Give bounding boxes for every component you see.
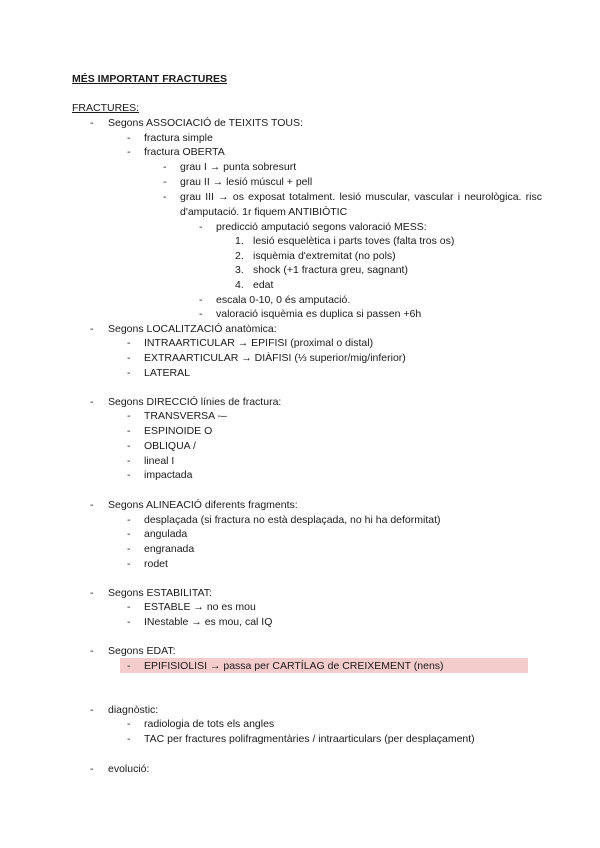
direccio-heading: Segons DIRECCIÓ línies de fractura: bbox=[108, 396, 282, 408]
bullet-dash: - bbox=[90, 587, 94, 599]
list-item: grau I → punta sobresurt bbox=[180, 161, 297, 173]
teixits-heading: Segons ASSOCIACIÓ de TEIXITS TOUS: bbox=[108, 117, 303, 129]
list-item: fractura OBERTA bbox=[144, 146, 225, 158]
bullet-dash: - bbox=[163, 161, 167, 173]
diagnostic-heading: diagnòstic: bbox=[108, 704, 159, 716]
list-item: LATERAL bbox=[144, 367, 190, 379]
estabilitat-heading: Segons ESTABILITAT: bbox=[108, 587, 212, 599]
bullet-dash: - bbox=[90, 499, 94, 511]
page-title: MÉS IMPORTANT FRACTURES bbox=[72, 73, 227, 85]
bullet-dash: - bbox=[127, 337, 131, 349]
list-item: radiologia de tots els angles bbox=[144, 718, 275, 730]
list-item: lineal I bbox=[144, 455, 175, 467]
section-heading: FRACTURES: bbox=[72, 102, 140, 114]
list-item: edat bbox=[253, 279, 274, 291]
bullet-dash: - bbox=[127, 558, 131, 570]
bullet-dash: - bbox=[90, 117, 94, 129]
bullet-dash: - bbox=[127, 718, 131, 730]
list-number: 3. bbox=[235, 264, 244, 276]
list-item: valoració isquèmia es duplica si passen +6h bbox=[216, 308, 422, 320]
bullet-dash: - bbox=[127, 469, 131, 481]
bullet-dash: - bbox=[90, 323, 94, 335]
list-item: desplaçada (si fractura no està desplaçada, no hi ha deformitat) bbox=[144, 514, 441, 526]
list-item: EXTRAARTICULAR → DIÀFISI (⅓ superior/mig/inferior) bbox=[144, 352, 406, 364]
list-number: 1. bbox=[235, 235, 244, 247]
list-item: grau III → os exposat totalment. lesió muscular, vascular i neurològica. risc d'amputació. 1r fiquem ANTIBIÒTIC bbox=[180, 191, 542, 218]
list-item: TRANSVERSA -– bbox=[144, 410, 227, 422]
list-item: engranada bbox=[144, 543, 195, 555]
bullet-dash: - bbox=[127, 440, 131, 452]
bullet-dash: - bbox=[127, 367, 131, 379]
list-item: OBLIQUA / bbox=[144, 440, 196, 452]
bullet-dash: - bbox=[127, 132, 131, 144]
list-number: 4. bbox=[235, 279, 244, 291]
list-item: impactada bbox=[144, 469, 193, 481]
list-item: INestable → es mou, cal IQ bbox=[144, 616, 273, 628]
bullet-dash: - bbox=[127, 733, 131, 745]
bullet-dash: - bbox=[199, 308, 203, 320]
bullet-dash: - bbox=[127, 514, 131, 526]
list-item: ESTABLE → no es mou bbox=[144, 601, 256, 613]
localitzacio-heading: Segons LOCALITZACIÓ anatòmica: bbox=[108, 323, 277, 335]
bullet-dash: - bbox=[90, 645, 94, 657]
list-item: escala 0-10, 0 és amputació. bbox=[216, 294, 351, 306]
list-item: predicció amputació segons valoració MESS: bbox=[216, 221, 427, 233]
list-item: shock (+1 fractura greu, sagnant) bbox=[253, 264, 408, 276]
bullet-dash: - bbox=[127, 425, 131, 437]
list-item: rodet bbox=[144, 558, 168, 570]
bullet-dash: - bbox=[127, 601, 131, 613]
bullet-dash: - bbox=[127, 528, 131, 540]
bullet-dash: - bbox=[90, 763, 94, 775]
list-item: angulada bbox=[144, 528, 188, 540]
bullet-dash: - bbox=[127, 410, 131, 422]
list-item: lesió esquelètica i parts toves (falta tros os) bbox=[253, 235, 455, 247]
edat-heading: Segons EDAT: bbox=[108, 645, 176, 657]
bullet-dash: - bbox=[199, 294, 203, 306]
list-item: INTRAARTICULAR → EPIFISI (proximal o distal) bbox=[144, 337, 374, 349]
list-item: fractura simple bbox=[144, 132, 213, 144]
list-item: grau II → lesió múscul + pell bbox=[180, 176, 313, 188]
bullet-dash: - bbox=[127, 660, 131, 672]
bullet-dash: - bbox=[163, 176, 167, 188]
list-number: 2. bbox=[235, 250, 244, 262]
bullet-dash: - bbox=[127, 352, 131, 364]
list-item: EPIFISIOLISI → passa per CARTÍLAG de CREIXEMENT (nens) bbox=[144, 660, 444, 672]
bullet-dash: - bbox=[127, 616, 131, 628]
evolucio-heading: evolució: bbox=[108, 763, 150, 775]
list-item: TAC per fractures polifragmentàries / intraarticulars (per desplaçament) bbox=[144, 733, 475, 745]
alineacio-heading: Segons ALINEACIÓ diferents fragments: bbox=[108, 499, 298, 511]
bullet-dash: - bbox=[127, 543, 131, 555]
bullet-dash: - bbox=[90, 396, 94, 408]
bullet-dash: - bbox=[199, 221, 203, 233]
bullet-dash: - bbox=[163, 191, 167, 203]
bullet-dash: - bbox=[90, 704, 94, 716]
list-item: isquèmia d'extremitat (no pols) bbox=[253, 250, 396, 262]
bullet-dash: - bbox=[127, 146, 131, 158]
list-item: ESPINOIDE O bbox=[144, 425, 213, 437]
bullet-dash: - bbox=[127, 455, 131, 467]
